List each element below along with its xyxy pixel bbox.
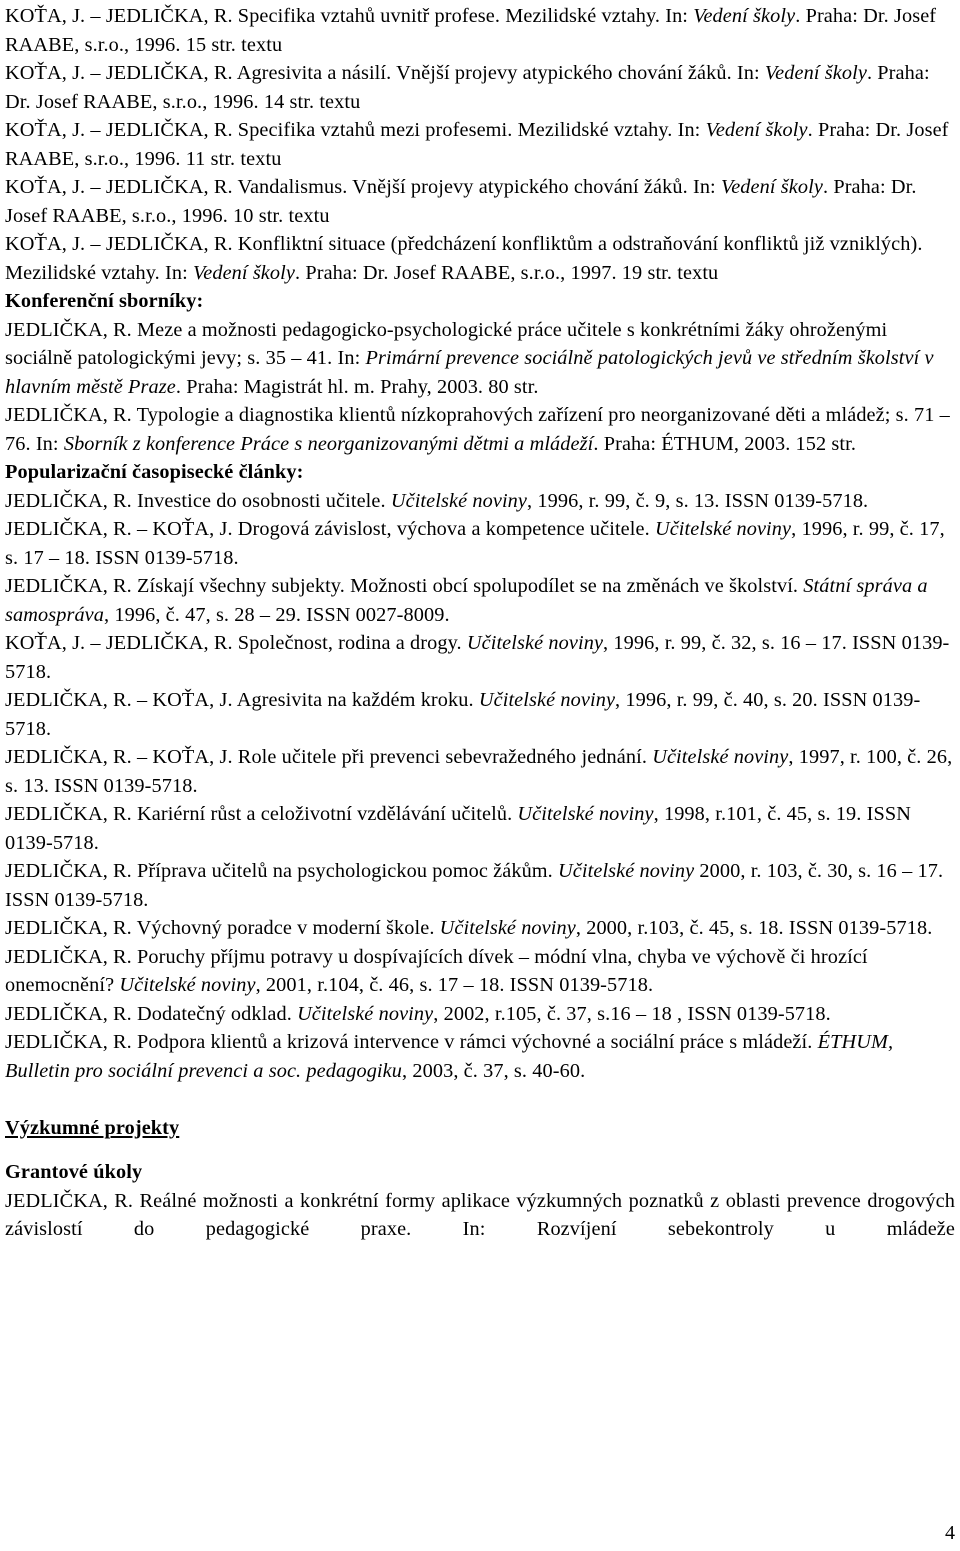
citation-source: Učitelské noviny [652,746,789,768]
citation-entry [5,800,955,857]
citation-text: JEDLIČKA, R. Dodatečný odklad. [5,1002,298,1025]
citation-details: . Praha: Dr. Josef RAABE, s.r.o., 1996. 15 str. textu [5,5,937,56]
citation-text: JEDLIČKA, R. Kariérní růst a celoživotní vzdělávání učitelů. [5,803,518,825]
bibliography-content [5,2,955,1244]
citation-source: Učitelské noviny [558,860,695,882]
citation-details: , 1996, r. 99, č. 32, s. 16 – 17. ISSN 0139-5718. [5,632,950,683]
citation-entry [5,515,955,572]
citation-details: . Praha: Dr. Josef RAABE, s.r.o., 1996. 10 str. textu [5,176,917,227]
citation-details: , 1998, r.101, č. 45, s. 19. ISSN 0139-5718. [5,803,911,854]
citation-source: Učitelské noviny [439,917,576,939]
citation-text: KOŤA, J. – JEDLIČKA, R. Specifika vztahů uvnitř profese. Mezilidské vztahy. In: [5,5,694,27]
heading-grants: Grantové úkoly [5,1161,143,1183]
citation-details: . Praha: Dr. Josef RAABE, s.r.o., 1997. 19 str. textu [295,261,719,284]
citation-text: JEDLIČKA, R. Typologie a diagnostika klientů nízkoprahových zařízení pro neorganizované děti a mládež; s. 71 – 76. In: [5,404,950,455]
citation-text: JEDLIČKA, R. Získají všechny subjekty. Možnosti obcí spolupodílet se na změnách ve školství. [5,575,804,597]
citation-details: . Praha: ÉTHUM, 2003. 152 str. [593,432,857,455]
citation-source: Učitelské noviny [478,689,616,711]
citation-source: Vedení školy [192,261,295,284]
citation-entry [5,173,955,230]
citation-text: JEDLIČKA, R. – KOŤA, J. Drogová závislost, výchova a kompetence učitele. [5,518,655,540]
list-top [5,2,955,287]
page-number: 4 [945,1522,955,1544]
citation-text: JEDLIČKA, R. Podpora klientů a krizová intervence v rámci výchovné a sociální práce s mládeží. [5,1031,818,1053]
citation-entry [5,629,955,686]
citation-details: , 2002, r.105, č. 37, s.16 – 18 , ISSN 0139-5718. [433,1002,831,1025]
citation-source: Učitelské noviny [119,974,256,996]
heading-popular: Popularizační časopisecké články: [5,461,304,483]
citation-entry [5,686,955,743]
list-popular [5,487,955,1086]
citation-source: Učitelské noviny [390,489,528,512]
citation-text: KOŤA, J. – JEDLIČKA, R. Specifika vztahů mezi profesemi. Mezilidské vztahy. In: [5,119,706,141]
citation-source: Vedení školy [705,119,808,141]
citation-source: ÉTHUM, Bulletin pro sociální prevenci a soc. pedagogiku [5,1031,894,1082]
citation-details: , 2000, r.103, č. 45, s. 18. ISSN 0139-5718. [575,917,933,939]
citation-text: JEDLIČKA, R. Poruchy příjmu potravy u dospívajících dívek – módní vlna, chyba ve výchově či hrozící onemocnění? [5,945,868,996]
citation-details: , 1996, r. 99, č. 40, s. 20. ISSN 0139-5718. [5,689,921,740]
citation-details: , 1996, r. 99, č. 9, s. 13. ISSN 0139-5718. [527,489,869,512]
citation-source: Státní správa a samospráva [5,575,928,626]
citation-text: JEDLIČKA, R. – KOŤA, J. Agresivita na každém kroku. [5,689,479,711]
citation-source: Učitelské noviny [297,1002,434,1025]
heading-research-projects: Výzkumné projekty [5,1116,180,1139]
citation-entry [5,487,955,516]
citation-details: . Praha: Dr. Josef RAABE, s.r.o., 1996. 11 str. textu [5,119,949,170]
citation-text: KOŤA, J. – JEDLIČKA, R. Konfliktní situace (předcházení konfliktům a odstraňování konfliktů již vzniklých). Mezilidské vztahy. In: [5,233,923,284]
citation-source: Sborník z konference Práce s neorganizovanými dětmi a mládeží [63,432,594,455]
citation-entry [5,401,955,458]
citation-source: Učitelské noviny [517,803,654,825]
citation-text: JEDLIČKA, R. Investice do osobnosti učitele. [5,489,391,512]
citation-entry [5,1000,955,1029]
citation-details: 2000, r. 103, č. 30, s. 16 – 17. ISSN 0139-5718. [5,860,944,911]
citation-entry [5,857,955,914]
citation-source: Vedení školy [764,62,867,84]
heading-conference: Konferenční sborníky: [5,290,204,312]
citation-details: , 1997, r. 100, č. 26, s. 13. ISSN 0139-5718. [5,746,953,797]
citation-text: JEDLIČKA, R. Příprava učitelů na psychologickou pomoc žákům. [5,860,559,882]
citation-details: , 1996, č. 47, s. 28 – 29. ISSN 0027-8009. [104,603,450,626]
citation-entry [5,2,955,59]
citation-source: Primární prevence sociálně patologických jevů ve středním školství v hlavním městě Praze [5,347,934,398]
citation-details: , 2003, č. 37, s. 40-60. [402,1059,586,1082]
citation-source: Vedení školy [693,5,796,27]
citation-entry [5,1028,955,1085]
citation-entry [5,59,955,116]
citation-details: . Praha: Magistrát hl. m. Prahy, 2003. 80 str. [175,375,539,398]
citation-entry [5,572,955,629]
citation-text: JEDLIČKA, R. Meze a možnosti pedagogicko-psychologické práce učitele s konkrétními žáky ohroženými sociálně patologickými jevy; s. 35 – 41. In: [5,318,888,369]
citation-entry [5,743,955,800]
list-conference [5,316,955,459]
citation-entry [5,943,955,1000]
citation-entry [5,116,955,173]
citation-entry [5,914,955,943]
citation-text: KOŤA, J. – JEDLIČKA, R. Společnost, rodina a drogy. [5,632,467,654]
citation-entry [5,230,955,287]
citation-text: KOŤA, J. – JEDLIČKA, R. Vandalismus. Vnější projevy atypického chování žáků. In: [5,176,721,198]
citation-text: JEDLIČKA, R. Výchovný poradce v moderní škole. [5,917,440,939]
grant-entry: JEDLIČKA, R. Reálné možnosti a konkrétní formy aplikace výzkumných poznatků z oblasti prevence drogových závislostí do pedagogické praxe. In: Rozvíjení sebekontroly u mládeže [5,1189,955,1240]
citation-text: JEDLIČKA, R. – KOŤA, J. Role učitele při prevenci sebevražedného jednání. [5,746,653,768]
citation-source: Učitelské noviny [466,632,604,654]
citation-source: Učitelské noviny [654,518,792,540]
citation-text: KOŤA, J. – JEDLIČKA, R. Agresivita a násilí. Vnější projevy atypického chování žáků. In: [5,62,765,84]
citation-details: . Praha: Dr. Josef RAABE, s.r.o., 1996. 14 str. textu [5,62,930,113]
citation-details: , 1996, r. 99, č. 17, s. 17 – 18. ISSN 0139-5718. [5,518,945,569]
citation-source: Vedení školy [720,176,823,198]
citation-details: , 2001, r.104, č. 46, s. 17 – 18. ISSN 0139-5718. [255,974,654,996]
citation-entry [5,316,955,402]
